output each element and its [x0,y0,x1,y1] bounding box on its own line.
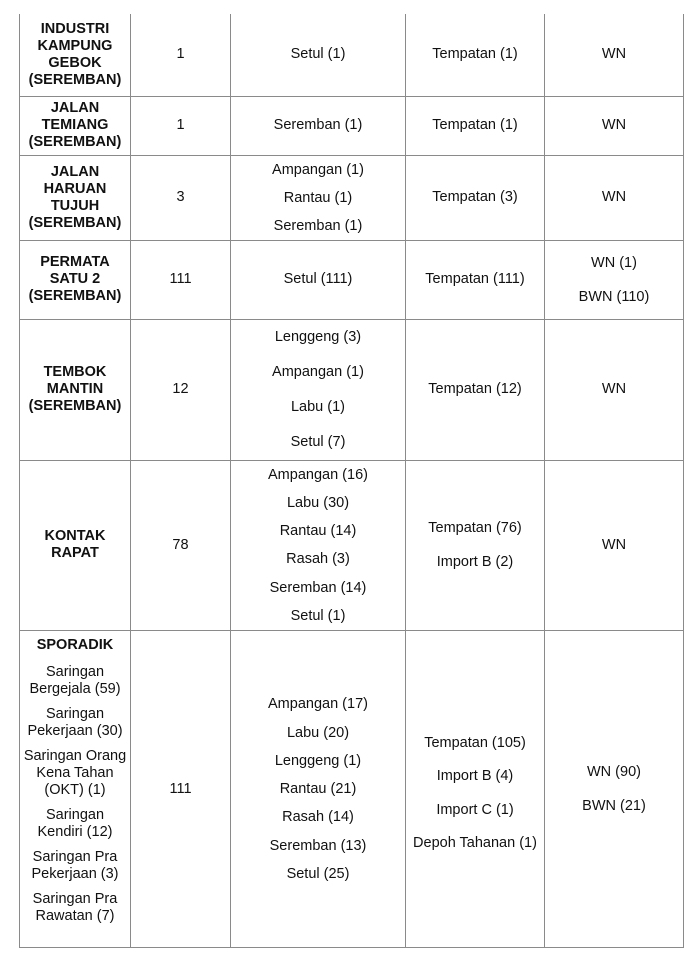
district-entry: Ampangan (16) [268,466,368,483]
screening-entry: Saringan Orang Kena Tahan (OKT) (1) [23,748,127,799]
location-cell: INDUSTRI KAMPUNG GEBOK (SEREMBAN) [20,14,131,96]
district-cell [231,155,406,240]
citizenship-entry: BWN (110) [578,288,650,305]
location-cell: KONTAK RAPAT [20,460,131,631]
district-entry: Labu (20) [286,724,350,741]
district-entry: Rantau (1) [283,189,353,206]
screening-entry: Saringan Pra Pekerjaan (3) [31,849,119,883]
district-entry: Ampangan (17) [268,696,368,713]
table-row [20,240,684,319]
district-entry: Seremban (13) [269,837,367,854]
district-entry: Labu (30) [286,494,350,511]
district-cell [231,460,406,631]
category-cell: Tempatan (1) [406,14,545,96]
location-cell: JALAN TEMIANG (SEREMBAN) [20,96,131,155]
district-cell [231,319,406,460]
citizenship-cell: WN [545,14,684,96]
table-row [20,14,684,96]
case-count-cell: 78 [131,460,231,631]
district-entry: Seremban (14) [269,579,367,596]
district-cell: Setul (1) [231,14,406,96]
district-entry: Rasah (3) [286,551,350,568]
district-entry: Rantau (14) [279,523,357,540]
sporadik-title: SPORADIK [36,637,114,654]
citizenship-cell [545,631,684,948]
district-entry: Labu (1) [290,398,345,415]
citizenship-entry: BWN (21) [582,798,646,815]
district-entry: Setul (7) [290,433,346,450]
district-entry: Ampangan (1) [272,363,364,380]
district-entry: Seremban (1) [273,217,363,234]
location-cell: PERMATA SATU 2 (SEREMBAN) [20,240,131,319]
screening-entry: Saringan Kendiri (12) [37,807,113,841]
category-entry: Tempatan (105) [424,734,526,751]
table-row [20,460,684,631]
case-count-cell: 111 [131,631,231,948]
table-row [20,319,684,460]
citizenship-cell: WN [545,155,684,240]
table-row [20,96,684,155]
location-cell [20,631,131,948]
category-cell: Tempatan (111) [406,240,545,319]
category-cell: Tempatan (1) [406,96,545,155]
category-entry: Depoh Tahanan (1) [413,835,537,852]
citizenship-cell: WN [545,96,684,155]
screening-entry: Saringan Bergejala (59) [29,664,121,698]
citizenship-entry: WN (90) [587,764,641,781]
case-count-cell: 3 [131,155,231,240]
district-cell: Setul (111) [231,240,406,319]
citizenship-cell: WN [545,460,684,631]
district-entry: Ampangan (1) [272,161,364,178]
district-cell [231,631,406,948]
case-count-cell: 12 [131,319,231,460]
citizenship-entry: WN (1) [591,254,637,271]
district-entry: Rasah (14) [282,809,354,826]
citizenship-cell [545,240,684,319]
citizenship-cell: WN [545,319,684,460]
category-entry: Import B (4) [436,768,514,785]
category-cell [406,631,545,948]
district-entry: Rantau (21) [279,781,357,798]
screening-entry: Saringan Pra Rawatan (7) [32,891,118,925]
category-cell: Tempatan (3) [406,155,545,240]
district-entry: Lenggeng (3) [274,328,362,345]
screening-entry: Saringan Pekerjaan (30) [27,706,123,740]
district-cell: Seremban (1) [231,96,406,155]
district-entry: Setul (1) [290,607,346,624]
category-cell [406,460,545,631]
location-cell: JALAN HARUAN TUJUH (SEREMBAN) [20,155,131,240]
district-entry: Lenggeng (1) [274,752,362,769]
district-entry: Setul (25) [286,866,350,883]
table-row [20,631,684,948]
case-count-cell: 1 [131,96,231,155]
case-count-cell: 1 [131,14,231,96]
location-cell: TEMBOK MANTIN (SEREMBAN) [20,319,131,460]
case-count-cell: 111 [131,240,231,319]
category-cell: Tempatan (12) [406,319,545,460]
category-entry: Tempatan (76) [428,520,522,537]
table-row [20,155,684,240]
category-entry: Import B (2) [436,554,514,571]
cluster-table [19,14,684,948]
category-entry: Import C (1) [436,801,514,818]
